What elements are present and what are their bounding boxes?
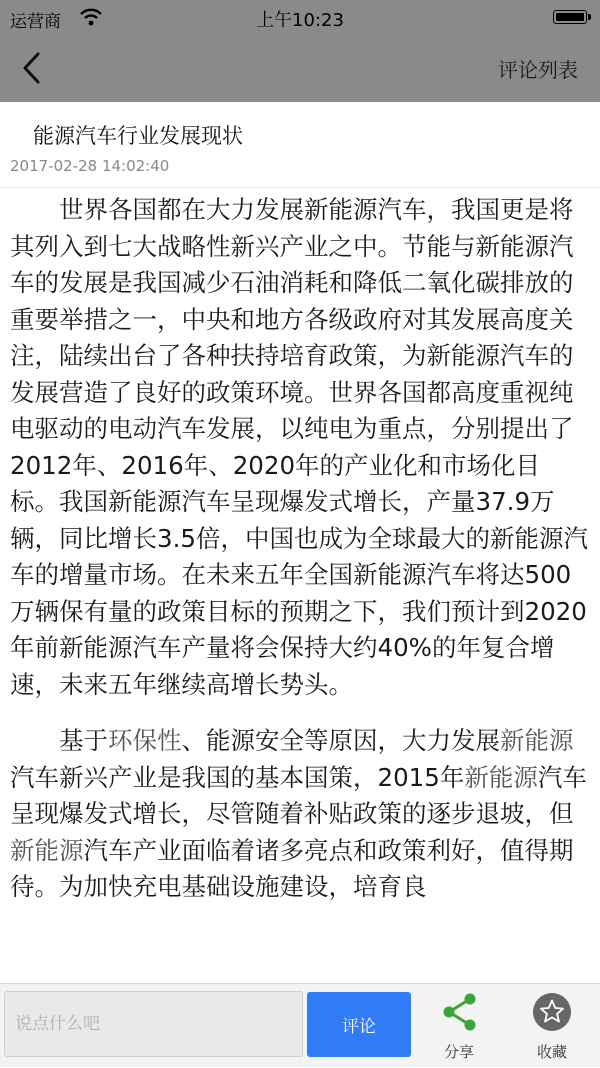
text-run: 汽车产业面临着诸多亮点和政策利好，值得期待。为加快充电基础设施建设，培育良	[10, 835, 574, 901]
share-label: 分享	[443, 1043, 474, 1061]
keyword-link[interactable]: 新能源	[500, 726, 574, 755]
article-date: 2017-02-28 14:02:40	[10, 157, 170, 175]
comment-input[interactable]	[4, 991, 303, 1057]
keyword-link[interactable]: 环保性	[108, 726, 182, 755]
bottom-toolbar	[0, 983, 600, 1067]
carrier-name: 运营商	[10, 12, 61, 32]
keyword-link[interactable]: 新能源	[10, 835, 84, 865]
back-button[interactable]	[16, 48, 56, 88]
article-paragraph: 世界各国都在大力发展新能源汽车，我国更是将其列入到七大战略性新兴产业之中。节能与新能源汽车的发展是我国减少石油消耗和降低二氧化碳排放的重要举措之一，中央和地方各级政府对其发展高度关注，陆续出台了各种扶持培育政策，为新能源汽车的发展营造了良好的政策环境。世界各国都高度重视纯电驱动的电动汽车发展，以纯电为重点，分别提出了2012年、2016年、2020年的产业化和市场化目标。我国新能源汽车呈现爆发式增长，产量37.9万辆，同比增长3.5倍，中国也成为全球最大的新能源汽车的增量市场。在未来五年全国新能源汽车将达500万辆保有量的政策目标的预期之下，我们预计到2020年前新能源汽车产量将会保持大约40%的年复合增速，未来五年继续高增长势头。	[10, 195, 588, 699]
comment-list-link[interactable]: 评论列表	[498, 58, 578, 82]
favorite-button[interactable]	[507, 984, 597, 1068]
favorite-label: 收藏	[536, 1043, 567, 1061]
chevron-left-icon	[16, 48, 56, 88]
article-title: 能源汽车行业发展现状	[33, 124, 243, 148]
text-run: 基于	[59, 726, 108, 755]
clock: 上午10:23	[256, 10, 344, 31]
comment-submit-button[interactable]: 评论	[307, 992, 411, 1057]
article-paragraph	[10, 723, 588, 906]
nav-bar	[0, 34, 600, 102]
share-button[interactable]	[414, 984, 504, 1068]
keyword-link[interactable]: 新能源	[464, 762, 538, 792]
article-body	[10, 192, 588, 982]
text-run: 、能源安全等原因，大力发展	[181, 726, 500, 755]
star-icon	[532, 992, 572, 1032]
header	[0, 0, 600, 102]
share-icon	[439, 992, 479, 1032]
battery-icon	[553, 10, 587, 24]
text-run: 汽车呈现爆发式增长，尽管随着补贴政策的逐步退坡，但	[10, 762, 587, 828]
text-run: 汽车新兴产业是我国的基本国策，2015年	[10, 762, 465, 792]
article-header	[0, 102, 600, 188]
status-bar	[0, 0, 600, 34]
